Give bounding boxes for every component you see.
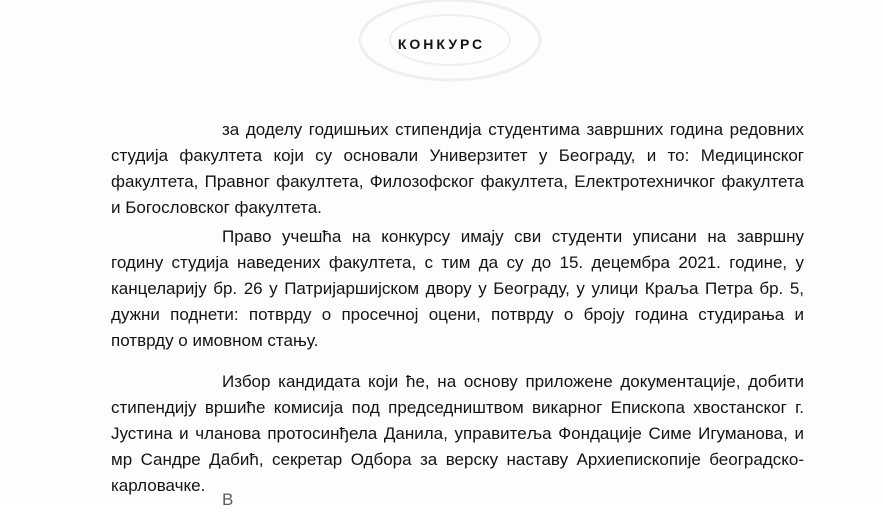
paragraph-2: Право учешћа на конкурсу имају сви студенти уписани на завршну годину студија наведених факултета, с тим да су до 15. децембра 2021. године, у канцеларију бр. 26 у Патријаршијском двору у Београду, у улици Краља Петра бр. 5, дужни поднети: потврду о просечној оцени, потврду о броју година студирања и потврду о имовном стању. [111,227,804,350]
watermark-emblem [300,0,600,110]
document-title: КОНКУРС [397,36,486,52]
paragraph-4-cut: В [222,490,234,509]
paragraph-1: за доделу годишњих стипендија студентима завршних година редовних студија факултета који су основали Универзитет у Београду, и то: Медицинског факултета, Правног факултета, Филозофског факултета, Електротехничког факултета и Богословског факултета. [111,120,804,217]
paragraph-3: Избор кандидата који ће, на основу приложене документације, добити стипендију вршиће комисија под председништвом викарног Епископа хвостанског г. Јустина и чланова протосинђела Данила, управитеља Фондације Симе Игуманова, и мр Сандре Дабић, секретар Одбора за верску наставу Архиепископије београдско-карловачке. [111,372,804,495]
